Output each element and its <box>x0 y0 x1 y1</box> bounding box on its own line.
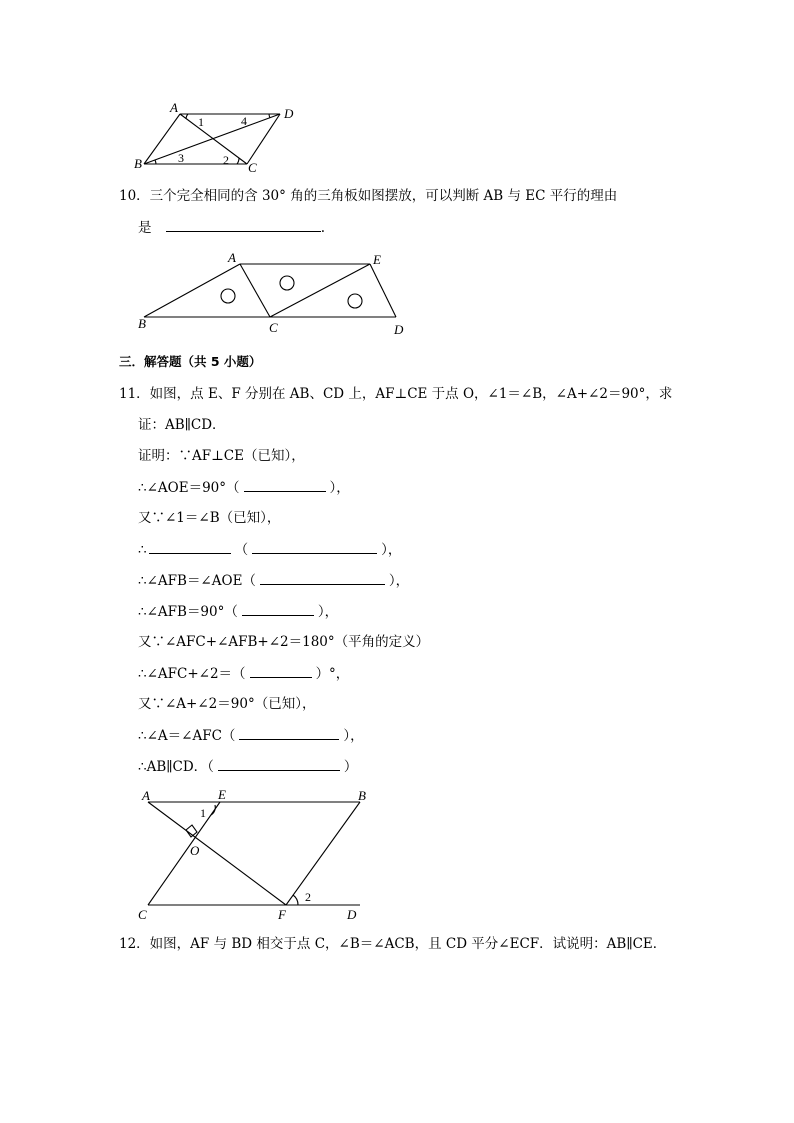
proof-line-11: ∴AB∥CD．（ ） <box>138 756 357 777</box>
point-label-a: A <box>142 788 150 803</box>
segment-ec <box>270 264 370 317</box>
angle-arc-4 <box>269 114 270 118</box>
segment-ac <box>240 264 270 317</box>
segment-bd <box>144 114 280 164</box>
segment-ab <box>144 264 240 317</box>
section-3-heading: 三．解答题（共 5 小题） <box>119 354 262 369</box>
proof-line-8: ∴∠AFC+∠2＝（ ）°， <box>138 663 349 684</box>
answer-blank-4a[interactable] <box>149 539 231 554</box>
point-label-o: O <box>190 843 200 858</box>
figure-quadrilateral <box>130 98 310 178</box>
proof-line-5: ∴∠AFB＝∠AOE（ ）， <box>138 570 409 591</box>
point-label-d: D <box>394 322 404 337</box>
point-label-d: D <box>284 106 294 121</box>
point-label-a: A <box>228 250 236 265</box>
answer-blank-10[interactable] <box>239 725 339 740</box>
question-11-text-cont: 证：AB∥CD． <box>138 417 226 433</box>
question-12-text: 12．如图，AF 与 BD 相交于点 C，∠B＝∠ACB，且 CD 平分∠ECF．试说明：AB∥CE． <box>119 936 667 952</box>
angle-arc-2 <box>293 895 298 905</box>
proof-line-10: ∴∠A＝∠AFC（ ）， <box>138 725 364 746</box>
angle-label-2: 2 <box>223 153 229 167</box>
circle-marker-2 <box>280 276 294 290</box>
segment-ab <box>144 114 180 164</box>
answer-blank-q10[interactable] <box>166 217 321 232</box>
circle-marker-1 <box>221 289 235 303</box>
proof-line-7: 又∵∠AFC+∠AFB+∠2＝180°（平角的定义） <box>138 634 430 650</box>
point-label-c: C <box>138 907 147 922</box>
proof-line-9: 又∵∠A+∠2＝90°（已知）， <box>138 696 316 712</box>
point-label-b: B <box>134 156 142 171</box>
proof-line-4: ∴ （ ）， <box>138 539 401 560</box>
segment-ed <box>370 264 396 317</box>
segment-af <box>148 802 286 905</box>
point-label-b: B <box>358 788 366 803</box>
question-10-text: 10．三个完全相同的含 30° 角的三角板如图摆放，可以判断 AB 与 EC 平行的理由 <box>119 188 618 204</box>
point-label-e: E <box>218 787 226 802</box>
answer-blank-4b[interactable] <box>252 539 377 554</box>
point-label-c: C <box>248 160 257 175</box>
segment-fb <box>286 802 360 905</box>
answer-blank-5[interactable] <box>260 570 385 585</box>
angle-label-2: 2 <box>305 890 311 904</box>
segment-ce <box>148 802 220 905</box>
answer-blank-2[interactable] <box>244 477 326 492</box>
segment-dc <box>247 114 280 164</box>
angle-label-4: 4 <box>241 114 247 128</box>
point-label-f: F <box>278 907 286 922</box>
point-label-b: B <box>138 316 146 331</box>
answer-blank-11[interactable] <box>218 756 340 771</box>
answer-blank-8[interactable] <box>250 663 312 678</box>
question-10-answer-line: 是 . <box>138 217 325 238</box>
proof-line-3: 又∵∠1＝∠B（已知）， <box>138 510 281 526</box>
answer-blank-6[interactable] <box>242 601 314 616</box>
proof-line-1: 证明：∵AF⊥CE（已知）， <box>138 448 305 464</box>
angle-label-1: 1 <box>200 806 206 820</box>
proof-line-2: ∴∠AOE＝90°（ ）， <box>138 477 350 498</box>
angle-label-3: 3 <box>178 151 184 165</box>
point-label-e: E <box>373 252 381 267</box>
point-label-d: D <box>347 907 357 922</box>
angle-label-1: 1 <box>198 115 204 129</box>
proof-line-6: ∴∠AFB＝90°（ ）， <box>138 601 338 622</box>
figure-parallel-lines <box>130 785 375 925</box>
angle-arc-1 <box>186 114 188 119</box>
angle-arc-3 <box>155 160 156 164</box>
angle-arc-2 <box>237 158 239 164</box>
point-label-c: C <box>269 320 278 335</box>
circle-marker-3 <box>348 294 362 308</box>
point-label-a: A <box>170 100 178 115</box>
figure-three-triangles <box>130 248 420 343</box>
question-11-text: 11．如图，点 E、F 分别在 AB、CD 上，AF⊥CE 于点 O，∠1＝∠B，∠A+∠2＝90°，求 <box>119 386 673 402</box>
